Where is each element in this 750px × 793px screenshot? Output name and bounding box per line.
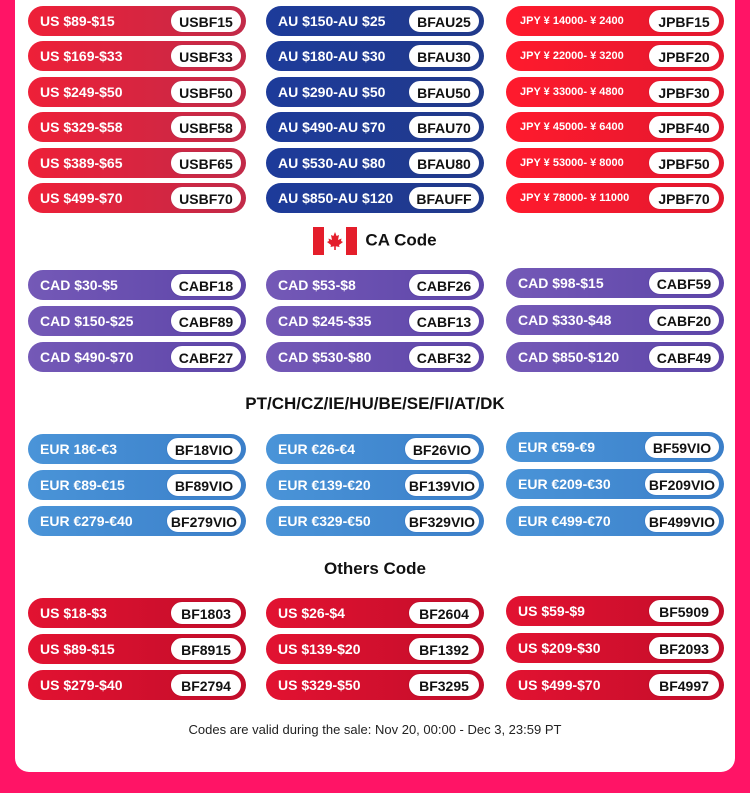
- coupon-code[interactable]: BF3295: [408, 673, 480, 697]
- coupon-jpy-1[interactable]: [506, 6, 724, 36]
- coupon-amount: JPY ¥ 14000- ¥ 2400: [520, 15, 624, 27]
- coupon-code[interactable]: JPBF70: [648, 186, 720, 210]
- coupon-others-2[interactable]: [266, 598, 484, 628]
- coupon-amount: AU $850-AU $120: [278, 190, 394, 206]
- coupon-code[interactable]: CABF27: [170, 345, 242, 369]
- coupon-eur-3[interactable]: [506, 432, 724, 462]
- coupon-code[interactable]: USBF33: [170, 44, 242, 68]
- coupon-code[interactable]: CABF18: [170, 273, 242, 297]
- coupon-eur-1[interactable]: [28, 434, 246, 464]
- coupon-amount: US $26-$4: [278, 605, 345, 621]
- coupon-cad-1[interactable]: [28, 270, 246, 300]
- coupon-amount: CAD $98-$15: [518, 275, 604, 291]
- coupon-amount: CAD $530-$80: [278, 349, 372, 365]
- coupon-amount: US $89-$15: [40, 641, 115, 657]
- coupon-amount: JPY ¥ 53000- ¥ 8000: [520, 157, 624, 169]
- coupon-jpy-3[interactable]: [506, 77, 724, 107]
- coupon-code[interactable]: BF4997: [648, 673, 720, 697]
- coupon-code[interactable]: USBF50: [170, 80, 242, 104]
- coupon-amount: EUR €59-€9: [518, 439, 596, 455]
- coupon-code[interactable]: USBF65: [170, 151, 242, 175]
- coupon-code[interactable]: CABF26: [408, 273, 480, 297]
- coupon-amount: CAD $330-$48: [518, 312, 612, 328]
- coupon-jpy-6[interactable]: [506, 183, 724, 213]
- coupon-others-8[interactable]: [266, 670, 484, 700]
- coupon-code[interactable]: BFAU25: [408, 9, 480, 33]
- coupon-amount: CAD $30-$5: [40, 277, 118, 293]
- coupon-eur-8[interactable]: [266, 506, 484, 536]
- coupon-amount: US $89-$15: [40, 13, 115, 29]
- coupon-code[interactable]: USBF70: [170, 186, 242, 210]
- coupon-code[interactable]: CABF89: [170, 309, 242, 333]
- coupon-code[interactable]: BF59VIO: [644, 435, 720, 459]
- coupon-cad-7[interactable]: [28, 342, 246, 372]
- coupon-eur-9[interactable]: [506, 506, 724, 536]
- coupon-cad-8[interactable]: [266, 342, 484, 372]
- coupon-usd-3[interactable]: [28, 77, 246, 107]
- coupon-amount: JPY ¥ 33000- ¥ 4800: [520, 86, 624, 98]
- coupon-code[interactable]: BF26VIO: [404, 437, 480, 461]
- coupon-code[interactable]: BFAU50: [408, 80, 480, 104]
- coupon-amount: US $18-$3: [40, 605, 107, 621]
- coupon-amount: EUR €499-€70: [518, 513, 611, 529]
- coupon-amount: CAD $150-$25: [40, 313, 134, 329]
- coupon-code[interactable]: BFAUFF: [408, 186, 480, 210]
- coupon-eur-5[interactable]: [266, 470, 484, 500]
- coupon-amount: US $59-$9: [518, 603, 585, 619]
- coupon-amount: US $169-$33: [40, 48, 123, 64]
- coupon-others-5[interactable]: [266, 634, 484, 664]
- coupon-amount: EUR €279-€40: [40, 513, 133, 529]
- coupon-cad-9[interactable]: [506, 342, 724, 372]
- coupon-amount: US $279-$40: [40, 677, 123, 693]
- coupon-amount: EUR €329-€50: [278, 513, 371, 529]
- coupon-code[interactable]: BF499VIO: [644, 509, 720, 533]
- coupon-code[interactable]: BFAU80: [408, 151, 480, 175]
- coupon-amount: EUR €139-€20: [278, 477, 371, 493]
- coupon-amount: AU $530-AU $80: [278, 155, 386, 171]
- coupon-usd-4[interactable]: [28, 112, 246, 142]
- coupon-jpy-5[interactable]: [506, 148, 724, 178]
- coupon-amount: EUR €26-€4: [278, 441, 356, 457]
- coupon-code[interactable]: BF279VIO: [166, 509, 242, 533]
- ca-section-title: [15, 226, 735, 254]
- coupon-code[interactable]: BF2604: [408, 601, 480, 625]
- coupon-amount: JPY ¥ 78000- ¥ 11000: [520, 192, 630, 204]
- coupon-others-7[interactable]: [28, 670, 246, 700]
- coupon-amount: US $209-$30: [518, 640, 601, 656]
- coupon-card: [15, 0, 735, 772]
- coupon-jpy-4[interactable]: [506, 112, 724, 142]
- coupon-amount: US $329-$58: [40, 119, 123, 135]
- coupon-usd-2[interactable]: [28, 41, 246, 71]
- coupon-aud-4[interactable]: [266, 112, 484, 142]
- coupon-code[interactable]: BFAU70: [408, 115, 480, 139]
- coupon-jpy-2[interactable]: [506, 41, 724, 71]
- coupon-amount: US $389-$65: [40, 155, 123, 171]
- coupon-usd-6[interactable]: [28, 183, 246, 213]
- coupon-amount: CAD $490-$70: [40, 349, 134, 365]
- coupon-code[interactable]: BFAU30: [408, 44, 480, 68]
- coupon-code[interactable]: CABF32: [408, 345, 480, 369]
- validity-note: Codes are valid during the sale: Nov 20, 00:00 - Dec 3, 23:59 PT: [188, 722, 562, 737]
- coupon-code[interactable]: BF2093: [648, 636, 720, 660]
- coupon-code[interactable]: USBF15: [170, 9, 242, 33]
- coupon-amount: AU $150-AU $25: [278, 13, 386, 29]
- coupon-aud-5[interactable]: [266, 148, 484, 178]
- coupon-usd-5[interactable]: [28, 148, 246, 178]
- coupon-amount: AU $180-AU $30: [278, 48, 386, 64]
- coupon-amount: CAD $850-$120: [518, 349, 620, 365]
- coupon-aud-1[interactable]: [266, 6, 484, 36]
- coupon-code[interactable]: BF1392: [408, 637, 480, 661]
- coupon-usd-1[interactable]: [28, 6, 246, 36]
- coupon-code[interactable]: CABF59: [648, 271, 720, 295]
- coupon-amount: EUR €209-€30: [518, 476, 611, 492]
- coupon-amount: US $499-$70: [518, 677, 601, 693]
- coupon-others-9[interactable]: [506, 670, 724, 700]
- coupon-aud-2[interactable]: [266, 41, 484, 71]
- coupon-code[interactable]: BF89VIO: [166, 473, 242, 497]
- coupon-code[interactable]: BF1803: [170, 601, 242, 625]
- coupon-cad-2[interactable]: [266, 270, 484, 300]
- coupon-amount: JPY ¥ 45000- ¥ 6400: [520, 121, 624, 133]
- coupon-aud-6[interactable]: [266, 183, 484, 213]
- coupon-code[interactable]: JPBF20: [648, 44, 720, 68]
- eu-section-title: PT/CH/CZ/IE/HU/BE/SE/FI/AT/DK: [245, 394, 505, 413]
- coupon-eur-4[interactable]: [28, 470, 246, 500]
- coupon-eur-7[interactable]: [28, 506, 246, 536]
- coupon-others-4[interactable]: [28, 634, 246, 664]
- coupon-code[interactable]: BF5909: [648, 599, 720, 623]
- coupon-amount: EUR €89-€15: [40, 477, 125, 493]
- coupon-amount: CAD $245-$35: [278, 313, 372, 329]
- coupon-amount: US $329-$50: [278, 677, 361, 693]
- coupon-amount: US $139-$20: [278, 641, 361, 657]
- coupon-code[interactable]: BF18VIO: [166, 437, 242, 461]
- coupon-cad-3[interactable]: [506, 268, 724, 298]
- coupon-others-1[interactable]: [28, 598, 246, 628]
- coupon-amount: JPY ¥ 22000- ¥ 3200: [520, 50, 624, 62]
- coupon-code[interactable]: BF209VIO: [644, 472, 720, 496]
- coupon-amount: AU $290-AU $50: [278, 84, 386, 100]
- coupon-code[interactable]: CABF20: [648, 308, 720, 332]
- coupon-others-6[interactable]: [506, 633, 724, 663]
- coupon-code[interactable]: CABF13: [408, 309, 480, 333]
- coupon-amount: CAD $53-$8: [278, 277, 356, 293]
- others-section-title: Others Code: [323, 559, 427, 578]
- coupon-code[interactable]: BF329VIO: [404, 509, 480, 533]
- coupon-aud-3[interactable]: [266, 77, 484, 107]
- ca-title-text: CA Code: [365, 230, 437, 250]
- coupon-cad-6[interactable]: [506, 305, 724, 335]
- coupon-code[interactable]: BF8915: [170, 637, 242, 661]
- coupon-code[interactable]: JPBF15: [648, 9, 720, 33]
- coupon-cad-5[interactable]: [266, 306, 484, 336]
- coupon-code[interactable]: BF139VIO: [404, 473, 480, 497]
- coupon-code[interactable]: JPBF40: [648, 115, 720, 139]
- coupon-code[interactable]: USBF58: [170, 115, 242, 139]
- canada-flag-icon: [313, 227, 357, 255]
- coupon-eur-2[interactable]: [266, 434, 484, 464]
- coupon-code[interactable]: JPBF30: [648, 80, 720, 104]
- coupon-code[interactable]: JPBF50: [648, 151, 720, 175]
- coupon-amount: US $499-$70: [40, 190, 123, 206]
- coupon-cad-4[interactable]: [28, 306, 246, 336]
- coupon-amount: EUR 18€-€3: [40, 441, 118, 457]
- coupon-code[interactable]: BF2794: [170, 673, 242, 697]
- coupon-amount: AU $490-AU $70: [278, 119, 386, 135]
- coupon-code[interactable]: CABF49: [648, 345, 720, 369]
- coupon-others-3[interactable]: [506, 596, 724, 626]
- coupon-eur-6[interactable]: [506, 469, 724, 499]
- coupon-amount: US $249-$50: [40, 84, 123, 100]
